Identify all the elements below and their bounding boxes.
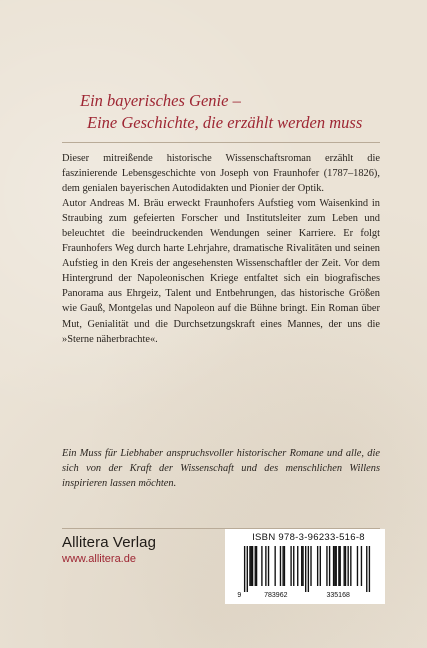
barcode-bar	[290, 546, 291, 586]
barcode-bar	[302, 546, 303, 586]
barcode-bar	[369, 546, 370, 592]
barcode-bar	[344, 546, 345, 586]
barcode-bar	[301, 546, 302, 586]
barcode-bar	[244, 546, 245, 592]
barcode-bar	[357, 546, 358, 586]
barcode-bar	[308, 546, 309, 592]
barcode-bar	[333, 546, 334, 586]
barcode-bar	[338, 546, 339, 586]
barcode-bar	[247, 546, 248, 592]
publisher-name: Allitera Verlag	[62, 534, 157, 551]
top-divider	[62, 142, 380, 143]
blurb-paragraph-2: Autor Andreas M. Bräu erweckt Fraunhofers Aufstieg vom Waisenkind in Straubing zum gefeierten Forscher und Institutsleiter zum Leben und beleuchtet die beeindruckenden Wendungen seiner Karriere. Er folgt Fraunhofers Weg durch harte Lehrjahre, dramatische Rivalitäten und seinen Aufstieg in den Kreis der angesehensten Wissenschaftler der Zeit. Vor dem Hintergrund der Napoleonischen Kriege entfaltet sich ein biografisches Panorama aus Ehrgeiz, Talent und Entbehrungen, das historische Größen wie Gauß, Montgelas und Napoleon auf die Bühne bringt. Ein Roman über Mut, Genialität und die Durchsetzungskraft eines Mannes, der uns die »Sterne näherbrachte«.	[62, 198, 380, 345]
barcode-bar	[280, 546, 281, 586]
publisher-url[interactable]: www.allitera.de	[62, 553, 136, 565]
blurb-body	[62, 151, 380, 347]
headline-line-1: Ein bayerisches Genie –	[80, 91, 241, 110]
publisher-block	[62, 534, 156, 565]
barcode-bar	[261, 546, 262, 586]
barcode-bar	[340, 546, 341, 586]
barcode-bar	[350, 546, 351, 586]
isbn-barcode	[232, 546, 382, 598]
barcode-bar	[274, 546, 275, 586]
barcode-bar	[268, 546, 269, 586]
barcode-bar	[336, 546, 337, 586]
barcode-bar	[361, 546, 362, 586]
barcode-bar	[334, 546, 335, 586]
barcode-bar	[317, 546, 318, 586]
barcode-bar	[255, 546, 256, 586]
closing-statement: Ein Muss für Liebhaber anspruchsvoller historischer Romane und alle, die sich von der Kraft der Wissenschaft und des menschlichen Willens inspirieren lassen möchten.	[62, 448, 380, 490]
barcode-bar	[305, 546, 306, 592]
barcode-bar	[326, 546, 327, 586]
barcode-bar	[366, 546, 367, 592]
barcode-digits: 9	[237, 592, 242, 598]
barcode-bar	[329, 546, 330, 586]
blurb-paragraph-1: Dieser mitreißende historische Wissenschaftsroman erzählt die faszinierende Lebensgeschichte von Joseph von Fraunhofer (1787–1826), dem genialen bayerischen Autodidakten und Pionier der Optik.	[62, 153, 380, 195]
barcode-bar	[251, 546, 252, 586]
barcode-bar	[347, 546, 348, 586]
isbn-label: ISBN 978-3-96233-516-8	[252, 532, 365, 543]
barcode-bar	[249, 546, 250, 586]
barcode-bar	[256, 546, 257, 586]
headline	[80, 90, 410, 134]
barcode-digits: 335168	[326, 592, 350, 598]
barcode-bar	[252, 546, 253, 586]
headline-line-2: Eine Geschichte, die erzählt werden muss	[87, 113, 363, 132]
barcode-bar	[320, 546, 321, 586]
barcode-bar	[282, 546, 283, 586]
barcode-digits: 783962	[264, 592, 288, 598]
barcode-bar	[293, 546, 294, 586]
barcode-bar	[265, 546, 266, 586]
barcode-bar	[297, 546, 298, 586]
barcode-bar	[310, 546, 311, 586]
barcode-bar	[345, 546, 346, 586]
barcode-bar	[284, 546, 285, 586]
